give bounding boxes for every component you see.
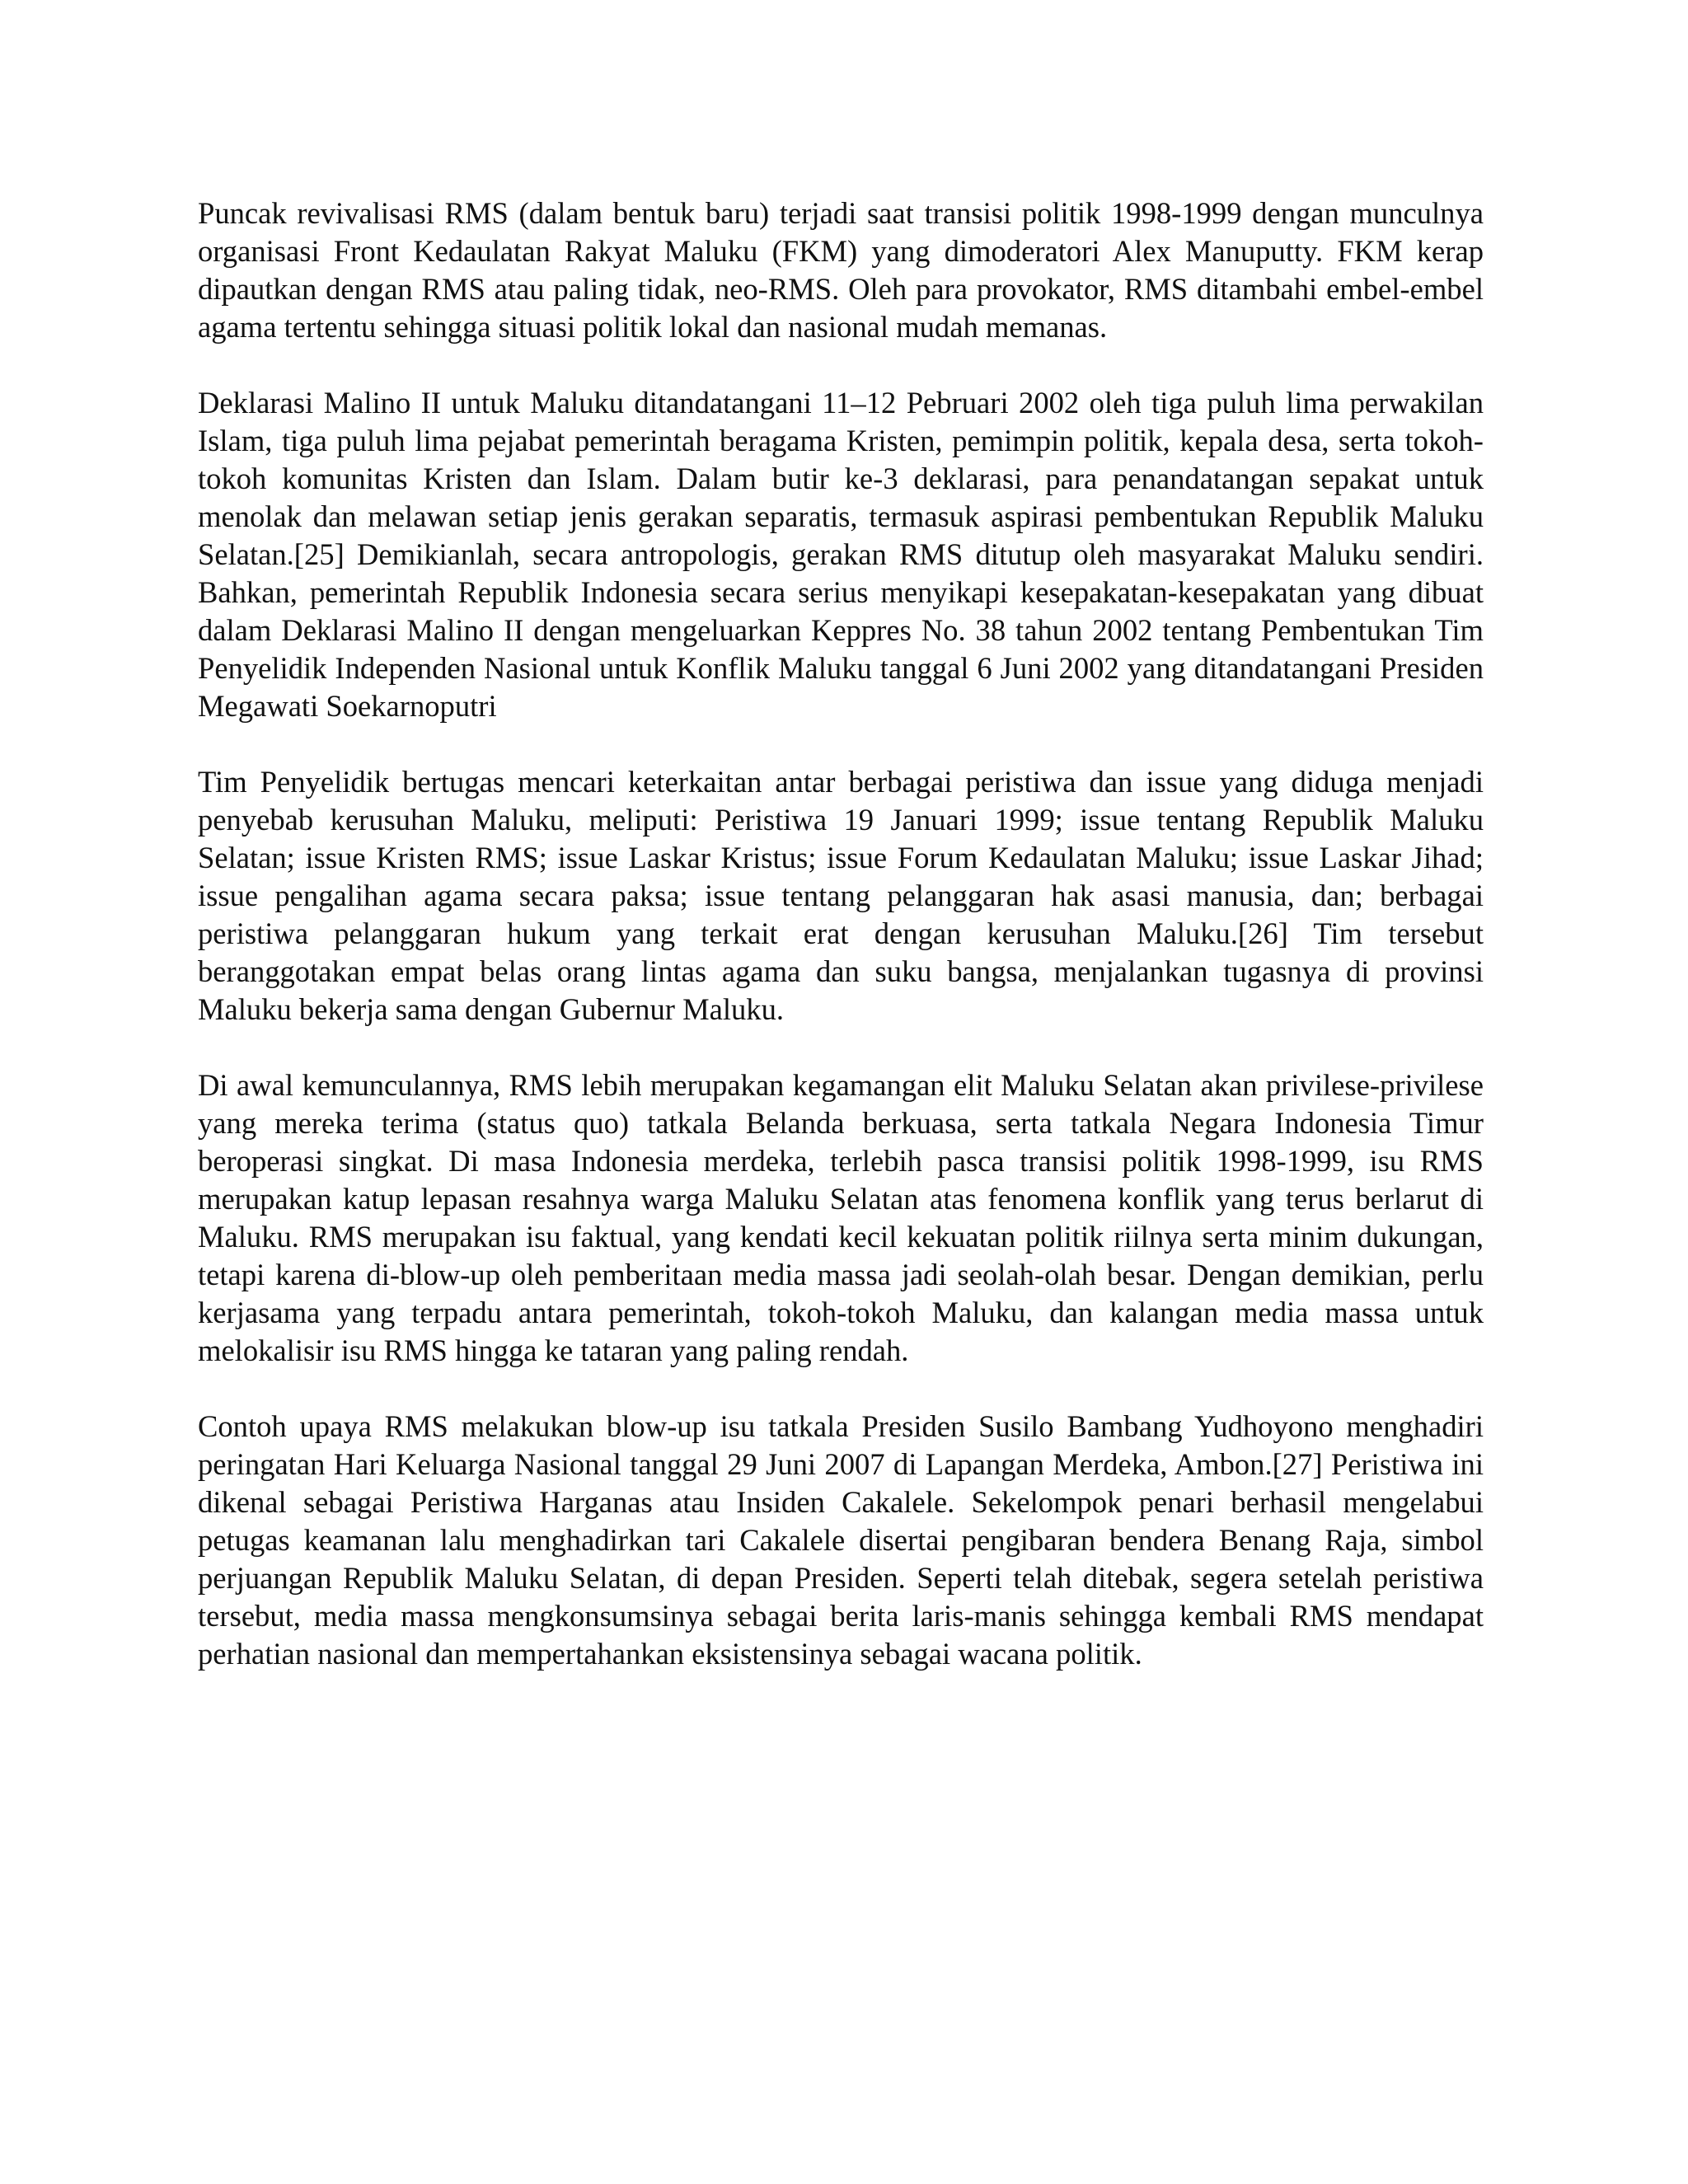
paragraph-tim-penyelidik: Tim Penyelidik bertugas mencari keterkaitan antar berbagai peristiwa dan issue yang diduga menjadi penyebab kerusuhan Maluku, meliputi: Peristiwa 19 Januari 1999; issue tentang Republik Maluku Selatan; issue Kristen RMS; issue Laskar Kristus; issue Forum Kedaulatan Maluku; issue Laskar Jihad; issue pengalihan agama secara paksa; issue tentang pelanggaran hak asasi manusia, dan; berbagai peristiwa pelanggaran hukum yang terkait erat dengan kerusuhan Maluku.[26] Tim tersebut beranggotakan empat belas orang lintas agama dan suku bangsa, menjalankan tugasnya di provinsi Maluku bekerja sama dengan Gubernur Maluku. xyxy=(198,765,1484,1026)
paragraph-harganas: Contoh upaya RMS melakukan blow-up isu tatkala Presiden Susilo Bambang Yudhoyono menghadiri peringatan Hari Keluarga Nasional tanggal 29 Juni 2007 di Lapangan Merdeka, Ambon.[27] Peristiwa ini dikenal sebagai Peristiwa Harganas atau Insiden Cakalele. Sekelompok penari berhasil mengelabui petugas keamanan lalu menghadirkan tari Cakalele disertai pengibaran bendera Benang Raja, simbol perjuangan Republik Maluku Selatan, di depan Presiden. Seperti telah ditebak, segera setelah peristiwa tersebut, media massa mengkonsumsinya sebagai berita laris-manis sehingga kembali RMS mendapat perhatian nasional dan mempertahankan eksistensinya sebagai wacana politik. xyxy=(198,1409,1484,1671)
paragraph-fkm: Puncak revivalisasi RMS (dalam bentuk baru) terjadi saat transisi politik 1998-1999 dengan munculnya organisasi Front Kedaulatan Rakyat Maluku (FKM) yang dimoderatori Alex Manuputty. FKM kerap dipautkan dengan RMS atau paling tidak, neo-RMS. Oleh para provokator, RMS ditambahi embel-embel agama tertentu sehingga situasi politik lokal dan nasional mudah memanas. xyxy=(198,196,1484,344)
document-page xyxy=(198,194,1484,1673)
paragraph-malino: Deklarasi Malino II untuk Maluku ditandatangani 11–12 Pebruari 2002 oleh tiga puluh lima perwakilan Islam, tiga puluh lima pejabat pemerintah beragama Kristen, pemimpin politik, kepala desa, serta tokoh-tokoh komunitas Kristen dan Islam. Dalam butir ke-3 deklarasi, para penandatangan sepakat untuk menolak dan melawan setiap jenis gerakan separatis, termasuk aspirasi pembentukan Republik Maluku Selatan.[25] Demikianlah, secara antropologis, gerakan RMS ditutup oleh masyarakat Maluku sendiri. Bahkan, pemerintah Republik Indonesia secara serius menyikapi kesepakatan-kesepakatan yang dibuat dalam Deklarasi Malino II dengan mengeluarkan Keppres No. 38 tahun 2002 tentang Pembentukan Tim Penyelidik Independen Nasional untuk Konflik Maluku tanggal 6 Juni 2002 yang ditandatangani Presiden Megawati Soekarnoputri xyxy=(198,386,1484,723)
paragraph-awal-kemunculan: Di awal kemunculannya, RMS lebih merupakan kegamangan elit Maluku Selatan akan privilese-privilese yang mereka terima (status quo) tatkala Belanda berkuasa, serta tatkala Negara Indonesia Timur beroperasi singkat. Di masa Indonesia merdeka, terlebih pasca transisi politik 1998-1999, isu RMS merupakan katup lepasan resahnya warga Maluku Selatan atas fenomena konflik yang terus berlarut di Maluku. RMS merupakan isu faktual, yang kendati kecil kekuatan politik riilnya serta minim dukungan, tetapi karena di-blow-up oleh pemberitaan media massa jadi seolah-olah besar. Dengan demikian, perlu kerjasama yang terpadu antara pemerintah, tokoh-tokoh Maluku, dan kalangan media massa untuk melokalisir isu RMS hingga ke tataran yang paling rendah. xyxy=(198,1068,1484,1367)
